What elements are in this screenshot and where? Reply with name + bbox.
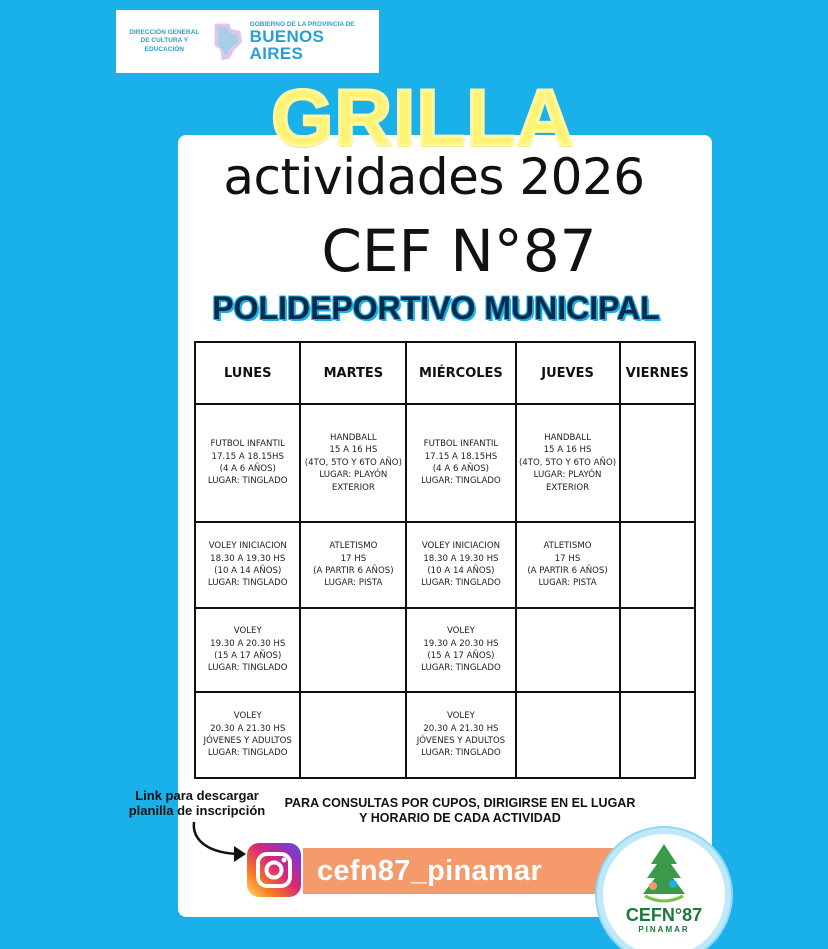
instagram-icon[interactable]: [247, 843, 301, 897]
activity-line: (A PARTIR 6 AÑOS): [313, 566, 394, 576]
activity-line: 18.30 A 19.30 HS: [423, 553, 499, 564]
schedule-cell-viernes: [620, 522, 696, 608]
activity-line: VOLEY INICIACION: [421, 541, 501, 552]
table-row: [195, 522, 695, 608]
table-row: [195, 404, 695, 522]
day-header-viernes: VIERNES: [620, 342, 696, 404]
activity-line: LUGAR: TINGLADO: [207, 748, 288, 759]
activity-line: LUGAR: PISTA: [538, 578, 597, 589]
consult-text: PARA CONSULTAS POR CUPOS, DIRIGIRSE EN EL LUGAR Y HORARIO DE CADA ACTIVIDAD: [284, 796, 636, 825]
schedule-cell-lunes: [195, 404, 300, 522]
day-header-martes: MARTES: [300, 342, 406, 404]
activity-line: (4 A 6 AÑOS): [432, 464, 490, 474]
activity-line: (4TO, 5TO Y 6TO AÑO): [518, 457, 617, 468]
activity-line: VOLEY: [233, 711, 262, 722]
activity-line: LUGAR: TINGLADO: [421, 748, 501, 759]
activity-line: 17 HS: [554, 553, 581, 564]
download-link-note: Link para descargar planilla de inscripción: [128, 788, 266, 818]
schedule-cell-lunes: [195, 608, 300, 692]
activity-line: (4 A 6 AÑOS): [219, 464, 276, 474]
schedule-cell-miercoles: [406, 404, 515, 522]
schedule-cell-jueves: [516, 522, 620, 608]
activity-line: LUGAR: TINGLADO: [421, 476, 501, 487]
day-header-lunes: LUNES: [195, 342, 300, 404]
schedule-cell-martes: [300, 692, 406, 778]
activity-line: VOLEY INICIACION: [208, 541, 287, 552]
activity-line: FUTBOL INFANTIL: [210, 439, 285, 450]
cef-logo-text: CEFN°87: [625, 905, 703, 925]
activity-line: 19.30 A 20.30 HS: [423, 638, 499, 649]
schedule-cell-miercoles: [406, 692, 515, 778]
gov-logo-big-text: BUENOS AIRES: [249, 27, 325, 64]
activity-line: VOLEY: [233, 626, 262, 637]
schedule-cell-martes: [300, 522, 406, 608]
activity-line: LUGAR: TINGLADO: [207, 663, 288, 674]
title-venue: POLIDEPORTIVO MUNICIPAL: [212, 290, 660, 326]
schedule-cell-lunes: [195, 692, 300, 778]
activity-line: 20.30 A 21.30 HS: [423, 723, 499, 734]
schedule-cell-miercoles: [406, 608, 515, 692]
activity-line: LUGAR: PLAYÓN: [533, 470, 602, 481]
schedule-cell-viernes: [620, 608, 696, 692]
schedule-cell-martes: [300, 608, 406, 692]
instagram-handle-bar[interactable]: [303, 848, 620, 894]
activity-line: LUGAR: TINGLADO: [207, 476, 288, 487]
schedule-cell-lunes: [195, 522, 300, 608]
activity-line: (4TO, 5TO Y 6TO AÑO): [304, 457, 402, 468]
schedule-cell-miercoles: [406, 522, 515, 608]
activity-line: ATLETISMO: [329, 541, 378, 552]
schedule-cell-jueves: [516, 404, 620, 522]
instagram-handle[interactable]: cefn87_pinamar: [317, 854, 543, 887]
activity-line: ATLETISMO: [543, 541, 592, 552]
activity-line: VOLEY: [446, 711, 475, 722]
activity-line: (15 A 17 AÑOS): [427, 651, 495, 661]
cef-logo: [597, 828, 731, 949]
schedule-cell-jueves: [516, 692, 620, 778]
title-actividades: actividades 2026: [223, 148, 645, 206]
activity-line: VOLEY: [446, 626, 475, 637]
table-header-row: [195, 342, 695, 404]
title-grilla: GRILLA: [271, 73, 575, 162]
activity-line: EXTERIOR: [545, 482, 590, 493]
activity-line: HANDBALL: [329, 432, 377, 443]
day-header-jueves: JUEVES: [516, 342, 620, 404]
activity-line: (A PARTIR 6 AÑOS): [527, 566, 608, 576]
activity-line: (15 A 17 AÑOS): [214, 651, 282, 661]
activity-line: 17.15 A 18.15HS: [211, 451, 284, 462]
activity-line: 15 A 16 HS: [329, 445, 378, 456]
schedule-cell-martes: [300, 404, 406, 522]
activity-line: LUGAR: PISTA: [324, 578, 383, 589]
activity-line: LUGAR: TINGLADO: [421, 663, 501, 674]
activity-line: 20.30 A 21.30 HS: [210, 723, 286, 734]
province-map-icon: [211, 20, 244, 64]
activity-line: (10 A 14 AÑOS): [427, 566, 495, 576]
activity-line: 17.15 A 18.15HS: [424, 451, 498, 462]
activity-line: 18.30 A 19.30 HS: [210, 553, 286, 564]
schedule-table: [194, 341, 696, 779]
gov-logo-small-text: GOBIERNO DE LA PROVINCIA DE: [249, 20, 355, 28]
table-row: [195, 608, 695, 692]
activity-line: 15 A 16 HS: [543, 445, 592, 456]
gov-logo-right: [250, 21, 371, 63]
activity-line: JÓVENES Y ADULTOS: [203, 736, 292, 746]
instagram-glyph-icon: [247, 843, 301, 897]
activity-line: JÓVENES Y ADULTOS: [416, 736, 506, 746]
activity-line: 19.30 A 20.30 HS: [210, 638, 286, 649]
schedule-cell-jueves: [516, 608, 620, 692]
activity-line: LUGAR: TINGLADO: [421, 578, 501, 589]
table-row: [195, 692, 695, 778]
activity-line: 17 HS: [340, 553, 367, 564]
activity-line: (10 A 14 AÑOS): [214, 566, 282, 576]
gov-logo-left-text: DIRECCIÓN GENERAL DE CULTURA Y EDUCACIÓN: [129, 29, 200, 53]
title-cef: CEF N°87: [321, 217, 597, 285]
gov-logo: [116, 10, 379, 73]
schedule-cell-viernes: [620, 404, 696, 522]
activity-line: HANDBALL: [544, 432, 591, 443]
activity-line: EXTERIOR: [331, 482, 375, 493]
activity-line: LUGAR: TINGLADO: [207, 578, 288, 589]
cef-logo-subtext: PINAMAR: [638, 925, 690, 934]
activity-line: FUTBOL INFANTIL: [423, 439, 499, 450]
activity-line: LUGAR: PLAYÓN: [319, 470, 388, 481]
day-header-miercoles: MIÉRCOLES: [406, 342, 515, 404]
schedule-cell-viernes: [620, 692, 696, 778]
